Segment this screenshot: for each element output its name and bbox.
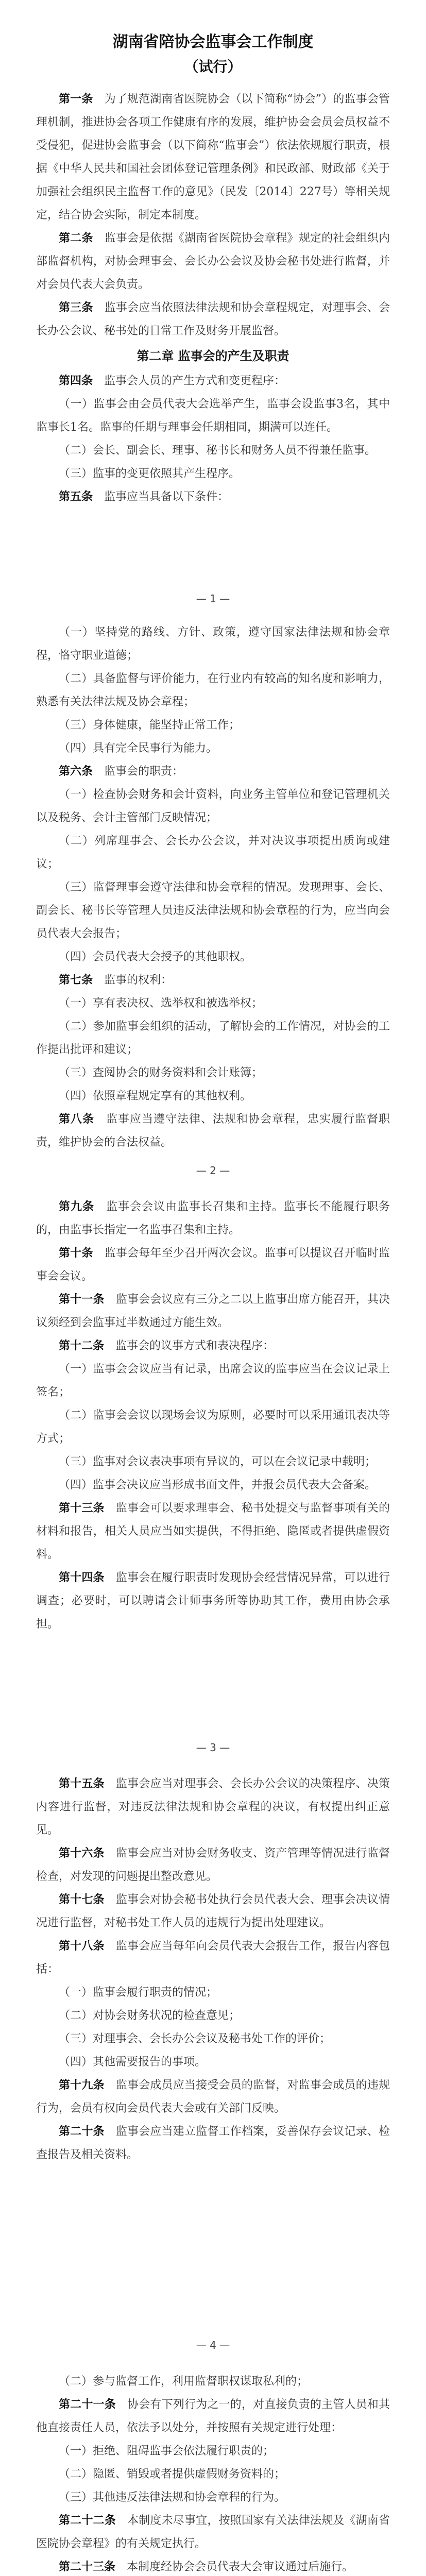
article-number: 第十条 — [59, 1246, 93, 1260]
clause-paragraph — [36, 783, 390, 829]
article-text: （四）具有完全民事行为能力。 — [59, 742, 218, 755]
article-text: （二）会长、副会长、理事、秘书长和财务人员不得兼任监事。 — [59, 444, 377, 457]
article-text: 监事会每年至少召开两次会议。监事可以提议召开临时监事会会议。 — [36, 1247, 390, 1283]
article-number: 第一条 — [59, 92, 93, 106]
page-body — [36, 2370, 390, 2576]
article-paragraph — [36, 1195, 390, 1242]
article-text: 监事会应当每年向会员代表大会报告工作，报告内容包括： — [36, 1940, 390, 1976]
article-text: （一）享有表决权、选举权和被选举权； — [59, 997, 263, 1010]
article-text: 监事会应当对理事会、会长办公会议的决策程序、决策内容进行监督，对违反法律法规和协会章程的决议，有权提出纠正意见。 — [36, 1777, 390, 1837]
article-text: 监事的权利： — [104, 974, 173, 987]
article-number: 第九条 — [59, 1200, 94, 1213]
page-4 — [0, 1772, 426, 2166]
article-text: 监事会是依据《湖南省医院协会章程》规定的社会组织内部监督机构，对协会理事会、会长办公会议及协会秘书处进行监督，并对会员代表大会负责。 — [36, 232, 390, 291]
article-text: （三）其他违反法律法规和协会章程的行为。 — [59, 2491, 286, 2504]
article-text: 监事应当遵守法律、法规和协会章程，忠实履行监督职责，维护协会的合法权益。 — [36, 1113, 390, 1149]
article-number: 第四条 — [59, 374, 93, 387]
chapter-heading: 第二章 监事会的产生及职责 — [137, 348, 289, 363]
article-text: 监事会对协会秘书处执行会员代表大会、理事会决议情况进行监督，对秘书处工作人员的违规行为提出处理建议。 — [36, 1893, 390, 1929]
article-number: 第十八条 — [59, 1939, 105, 1953]
page-body — [36, 621, 390, 1154]
article-number: 第十六条 — [59, 1846, 105, 1860]
article-text: （四）依照章程规定享有的其他权利。 — [59, 1090, 252, 1103]
article-paragraph — [36, 2393, 390, 2439]
article-number: 第二十一条 — [59, 2398, 116, 2411]
document-subtitle: （试行） — [184, 58, 242, 75]
article-text: （三）监事的变更依照其产生程序。 — [59, 467, 241, 480]
article-text: （四）会员代表大会授予的其他职权。 — [59, 951, 252, 963]
article-paragraph — [36, 227, 390, 296]
article-text: 监事会在履行职责时发现协会经营情况异常，可以进行调查；必要时，可以聘请会计师事务所等协助其工作，费用由协会承担。 — [36, 1571, 390, 1631]
article-number: 第六条 — [59, 765, 93, 778]
article-number: 第十三条 — [59, 1501, 105, 1515]
clause-paragraph — [36, 992, 390, 1015]
page-5 — [0, 2370, 426, 2576]
clause-paragraph — [36, 2370, 390, 2393]
clause-paragraph — [36, 1084, 390, 1108]
article-paragraph — [36, 2120, 390, 2166]
article-text: 监事会应当依照法律法规和协会章程规定，对理事会、会长办公会议、秘书处的日常工作及财务开展监督。 — [36, 301, 390, 337]
clause-paragraph — [36, 2050, 390, 2074]
clause-paragraph — [36, 667, 390, 714]
article-paragraph — [36, 369, 390, 393]
article-text: 本制度未尽事宜，按照国家有关法律法规及《湖南省医院协会章程》的有关规定执行。 — [36, 2514, 390, 2550]
clause-paragraph — [36, 2463, 390, 2486]
page-number: — 1 — — [196, 592, 230, 605]
page-body — [36, 88, 390, 509]
article-number: 第八条 — [59, 1112, 94, 1126]
article-text: （二）列席理事会、会长办公会议，并对决议事项提出质询或建议； — [36, 835, 390, 871]
clause-paragraph — [36, 621, 390, 667]
article-text: 协会有下列行为之一的，对直接负责的主管人员和其他直接责任人员，依法予以处分，并按照有关规定进行处理： — [36, 2398, 390, 2434]
clause-paragraph — [36, 1358, 390, 1404]
article-number: 第二十三条 — [59, 2560, 116, 2573]
article-number: 第二十二条 — [59, 2514, 116, 2527]
article-text: （二）隐匿、销毁或者提供虚假财务资料的； — [59, 2468, 286, 2481]
article-paragraph — [36, 1935, 390, 1981]
article-text: （二）参加监事会组织的活动，了解协会的工作情况，对协会的工作提出批评和建议； — [36, 1020, 390, 1056]
clause-paragraph — [36, 737, 390, 760]
clause-paragraph — [36, 1404, 390, 1450]
clause-paragraph — [36, 2439, 390, 2463]
article-number: 第十一条 — [59, 1293, 105, 1306]
article-text: （一）监事会由会员代表大会选举产生，监事会设监事3名，其中监事长1名。监事的任期与理事会任期相同，期满可以连任。 — [36, 398, 390, 434]
clause-paragraph — [36, 1015, 390, 1061]
article-text: 本制度经协会会员代表大会审议通过后施行。 — [127, 2561, 354, 2573]
article-text: 监事会可以要求理事会、秘书处提交与监督事项有关的材料和报告，相关人员应当如实提供，不得拒绝、隐匿或者提供虚假资料。 — [36, 1502, 390, 1561]
article-text: （二）监事会会议以现场会议为原则，必要时可以采用通讯表决等方式； — [36, 1409, 390, 1445]
article-paragraph — [36, 1497, 390, 1566]
article-text: （一）检查协会财务和会计资料，向业务主管单位和登记管理机关以及税务、会计主管部门反映情况； — [36, 788, 390, 824]
article-paragraph — [36, 1566, 390, 1636]
article-number: 第二十条 — [59, 2125, 105, 2138]
article-text: 监事会应当对协会财务收支、资产管理等情况进行监督检查，对发现的问题提出整改意见。 — [36, 1847, 390, 1883]
clause-paragraph — [36, 829, 390, 876]
page-number: — 2 — — [196, 1164, 230, 1177]
article-paragraph — [36, 969, 390, 992]
page-number: — 3 — — [196, 1741, 230, 1754]
article-text: （一）监事会履行职责的情况； — [59, 1986, 218, 1999]
page-number: — 4 — — [196, 2339, 230, 2351]
article-number: 第二条 — [59, 231, 93, 245]
article-text: （二）具备监督与评价能力，在行业内有较高的知名度和影响力，熟悉有关法律法规及协会章程； — [36, 672, 390, 708]
clause-paragraph — [36, 1473, 390, 1497]
article-paragraph — [36, 2074, 390, 2120]
article-number: 第十二条 — [59, 1339, 105, 1352]
article-text: （二）对协会财务状况的检查意见； — [59, 2009, 241, 2022]
article-text: 监事会应当建立监督工作档案，妥善保存会议记录、检查报告及相关资料。 — [36, 2125, 390, 2161]
article-text: 监事应当具备以下条件： — [104, 490, 229, 503]
article-number: 第十九条 — [59, 2078, 105, 2092]
article-text: （四）其他需要报告的事项。 — [59, 2056, 207, 2069]
article-text: 监事会的议事方式和表决程序： — [115, 1340, 275, 1352]
clause-paragraph — [36, 1981, 390, 2004]
page-2 — [0, 621, 426, 1154]
clause-paragraph — [36, 714, 390, 737]
article-paragraph — [36, 1288, 390, 1334]
clause-paragraph — [36, 1450, 390, 1473]
article-text: （一）监事会会议应当有记录，出席会议的监事应当在会议记录上签名； — [36, 1363, 390, 1399]
page-3 — [0, 1195, 426, 1636]
article-text: （三）身体健康，能坚持正常工作； — [59, 719, 241, 732]
article-text: 监事会成员应当接受会员的监督，对监事会成员的违规行为，会员有权向会员代表大会或有关部门反映。 — [36, 2079, 390, 2115]
article-number: 第七条 — [59, 973, 93, 987]
article-paragraph — [36, 296, 390, 343]
article-text: （三）监事对会议表决事项有异议的，可以在会议记录中载明； — [59, 1455, 377, 1468]
article-text: 为了规范湖南省医院协会（以下简称“协会”）的监事会管理机制，推进协会各项工作健康有序的发展，维护协会会员会员权益不受侵犯，促进协会监事会（以下简称“监事会”）依法依规履行职责，根据《中华人民共和国社会团体登记管理条例》和民政部、财政部《关于加强社会组织民主监督工作的意见》（民发〔2014〕227号）等相关规定，结合协会实际，制定本制度。 — [36, 93, 390, 222]
page-1 — [0, 31, 426, 509]
article-text: （一）坚持党的路线、方针、政策，遵守国家法律法规和协会章程，恪守职业道德； — [36, 626, 390, 662]
clause-paragraph — [36, 2004, 390, 2027]
clause-paragraph — [36, 439, 390, 462]
clause-paragraph — [36, 2486, 390, 2509]
article-text: （二）参与监督工作，利用监督职权谋取私利的； — [59, 2375, 309, 2388]
document-title: 湖南省陪协会监事会工作制度 — [112, 33, 314, 51]
article-text: （一）拒绝、阻碍监事会依法履行职责的； — [59, 2445, 275, 2458]
clause-paragraph — [36, 462, 390, 485]
clause-paragraph — [36, 876, 390, 945]
article-number: 第十四条 — [59, 1571, 105, 1584]
clause-paragraph — [36, 945, 390, 969]
clause-paragraph — [36, 1061, 390, 1084]
article-paragraph — [36, 1334, 390, 1358]
article-text: 监事会人员的产生方式和变更程序： — [104, 375, 286, 387]
article-number: 第十七条 — [59, 1893, 105, 1906]
clause-paragraph — [36, 2027, 390, 2050]
page-body — [36, 1195, 390, 1636]
article-text: （四）监事会决议应当形成书面文件，并报会员代表大会备案。 — [59, 1479, 377, 1492]
article-paragraph — [36, 1242, 390, 1288]
clause-paragraph — [36, 393, 390, 439]
article-text: （三）监督理事会遵守法律和协会章程的情况。发现理事、会长、副会长、秘书长等管理人员违反法律法规和协会章程的行为，应当向会员代表大会报告； — [36, 881, 390, 940]
article-text: （三）查阅协会的财务资料和会计账簿； — [59, 1066, 263, 1079]
article-paragraph — [36, 1842, 390, 1888]
article-text: 监事会会议由监事长召集和主持。监事长不能履行职务的，由监事长指定一名监事召集和主持。 — [36, 1200, 390, 1236]
article-text: 监事会的职责： — [104, 765, 184, 778]
article-paragraph — [36, 1888, 390, 1935]
article-paragraph — [36, 1772, 390, 1842]
article-text: （三）对理事会、会长办公会议及秘书处工作的评价； — [59, 2032, 331, 2045]
article-paragraph — [36, 485, 390, 509]
article-paragraph — [36, 760, 390, 783]
article-number: 第三条 — [59, 301, 93, 314]
article-number: 第十五条 — [59, 1777, 105, 1790]
article-number: 第五条 — [59, 490, 93, 503]
page-body — [36, 1772, 390, 2166]
article-paragraph — [36, 1108, 390, 1154]
article-paragraph — [36, 2555, 390, 2576]
article-paragraph — [36, 88, 390, 227]
article-paragraph — [36, 2509, 390, 2555]
article-text: 监事会会议应有三分之二以上监事出席方能召开，其决议须经到会监事过半数通过方能生效。 — [36, 1293, 390, 1329]
